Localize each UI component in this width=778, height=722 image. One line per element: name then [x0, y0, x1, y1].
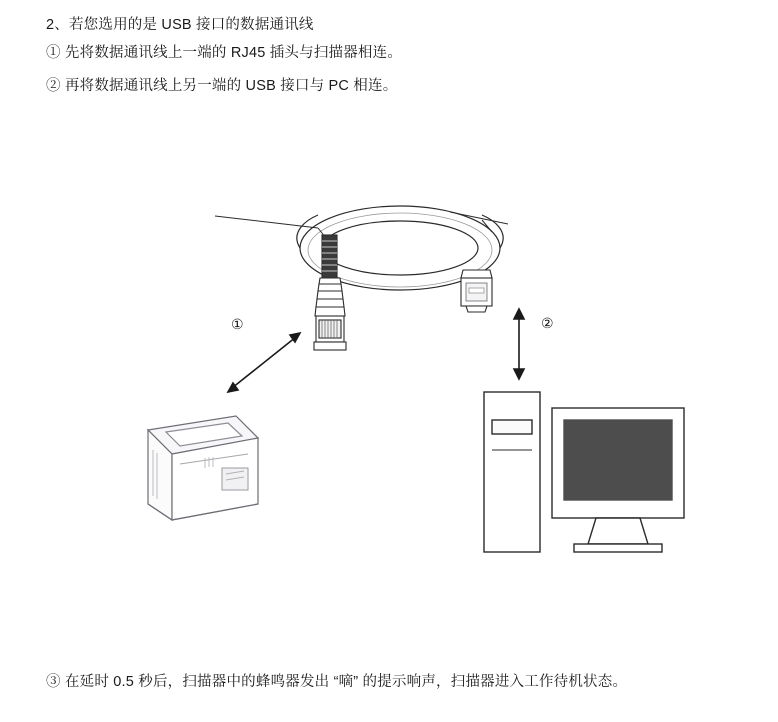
connection-diagram	[0, 120, 778, 650]
pc-tower-icon	[484, 392, 540, 552]
pc-monitor-icon	[552, 408, 684, 552]
instruction-step-2: ② 再将数据通讯线上另一端的 USB 接口与 PC 相连。	[46, 78, 398, 94]
rj45-connector-icon	[314, 235, 346, 350]
section-heading: 2、若您选用的是 USB 接口的数据通讯线	[46, 17, 314, 33]
usb-connector-icon	[461, 270, 492, 312]
callout-arrow-2	[514, 309, 524, 379]
callout-arrow-1	[228, 333, 300, 392]
instruction-step-3: ③ 在延时 0.5 秒后，扫描器中的蜂鸣器发出 “嘀” 的提示响声，扫描器进入工作待机状态。	[46, 674, 628, 690]
instruction-step-1: ① 先将数据通讯线上一端的 RJ45 插头与扫描器相连。	[46, 45, 403, 61]
callout-marker-1: ①	[231, 316, 244, 332]
scanner-device-icon	[148, 416, 258, 520]
callout-marker-2: ②	[541, 315, 554, 331]
